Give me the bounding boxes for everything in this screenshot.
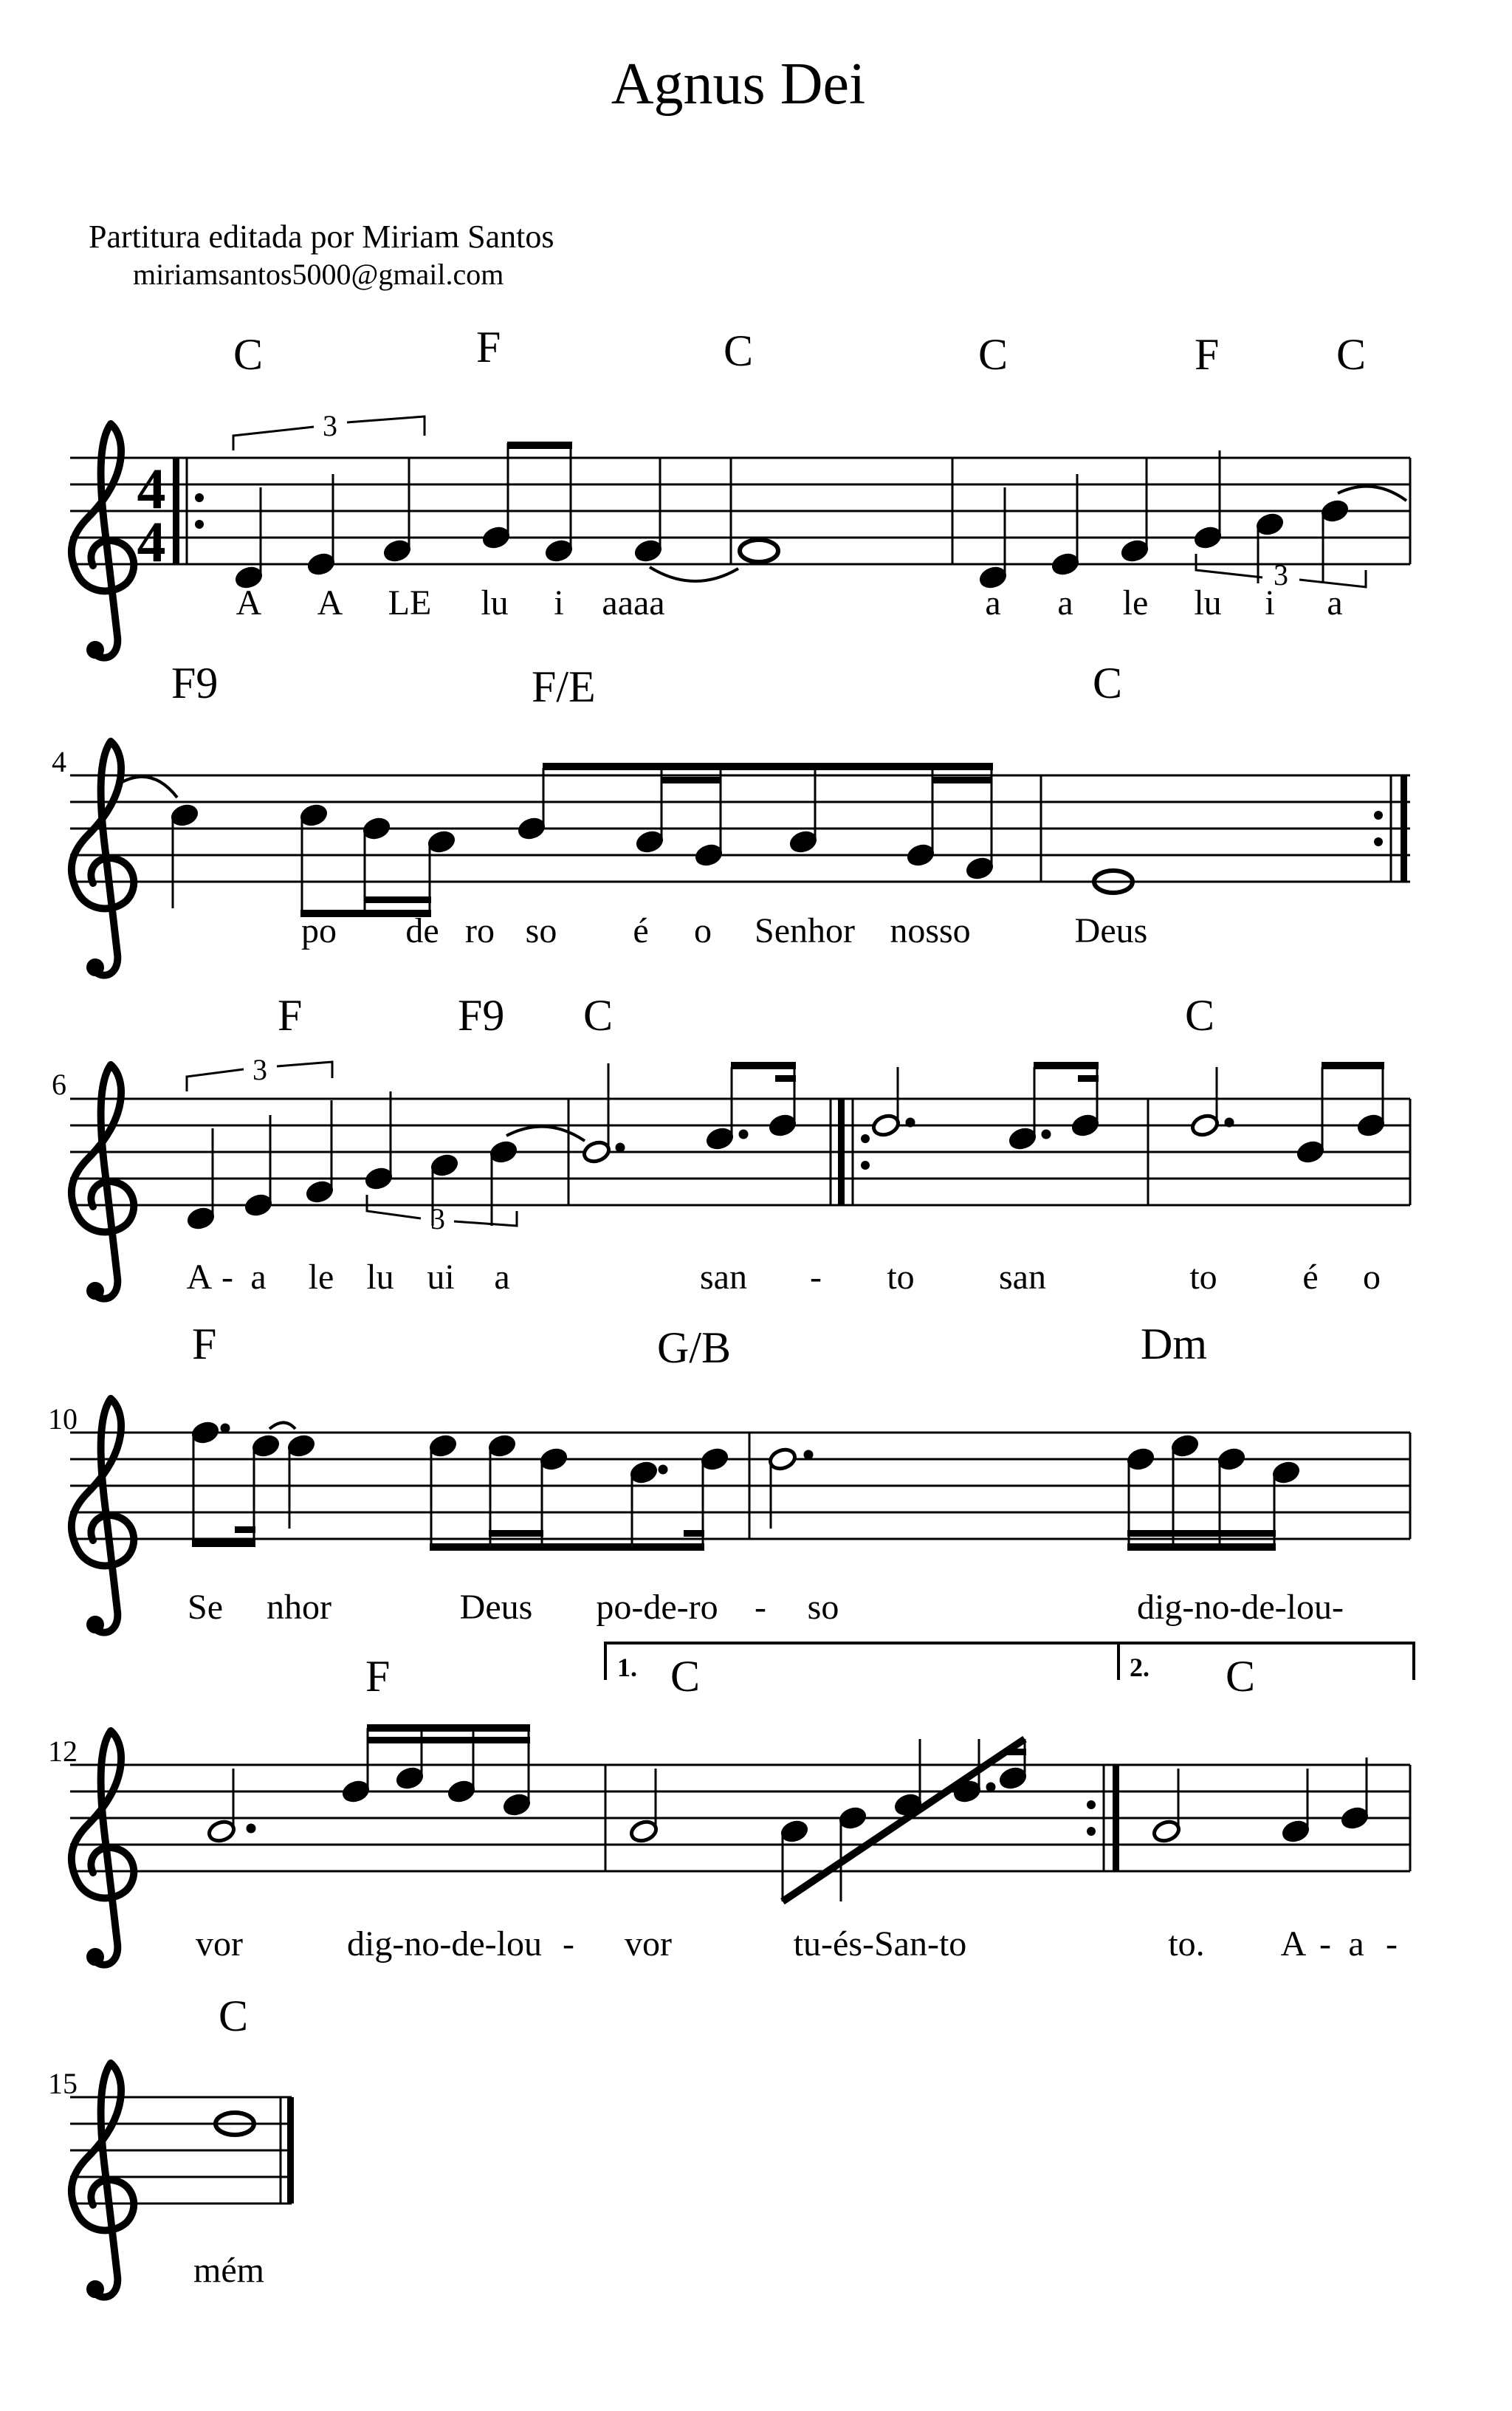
lyric: a [985,583,1001,623]
lyric: Senhor [755,911,855,950]
chord-symbol: C [1185,991,1215,1040]
lyric: po [301,911,337,950]
treble-clef [72,1399,134,1633]
lyric: i [554,583,564,623]
tuplet-number: 3 [323,409,337,442]
lyric: so [525,911,557,950]
chord-symbol: C [1336,330,1367,379]
lyric: Deus [459,1588,533,1627]
volta-number: 1. [617,1653,637,1682]
lyric: a [494,1258,510,1297]
notes [207,1724,1028,1901]
chord-symbol: F [192,1320,217,1368]
score-credit: Partitura editada por Miriam Santos [89,219,554,255]
svg-text:4: 4 [137,456,166,521]
lyric: - [1319,1924,1331,1964]
lyric: Se [188,1588,223,1627]
chord-symbol: C [1093,659,1123,707]
lyric: é [633,911,649,950]
measure-number: 4 [52,745,66,778]
tuplet-number: 3 [1274,558,1288,591]
staff [70,775,1410,882]
measure-number: 12 [48,1735,78,1768]
chord-symbol: F9 [171,659,219,707]
chord-symbol: C [219,1992,249,2040]
lyric: dig-no-de-lou [347,1924,542,1964]
measure-number: 6 [52,1068,66,1101]
chord-symbol: C [978,330,1008,379]
notes [234,442,1410,590]
lyric: a [1057,583,1073,623]
chord-symbol: F/E [532,662,596,711]
chord-symbol: F9 [458,991,505,1040]
chord-symbol: F [365,1652,391,1701]
lyric: to [1189,1258,1217,1297]
lyric: lu [481,583,509,623]
chord-symbol: C [1226,1652,1256,1701]
lyric: i [1265,583,1275,623]
lyric: A [1280,1924,1307,1964]
measure-number: 15 [48,2067,78,2100]
svg-text:4: 4 [137,510,166,574]
lyric: o [694,911,712,950]
lyric: A [236,583,262,623]
score-title: Agnus Dei [611,52,866,117]
lyric: - [563,1924,574,1964]
chord-symbol: F [1195,330,1220,379]
system-5 [48,1643,1414,1966]
lyric: san [700,1258,747,1297]
staff [70,1765,1410,1871]
lyric: A [317,583,343,623]
lyric: vor [196,1924,243,1964]
notes [118,763,1133,917]
treble-clef [72,2063,134,2298]
lyric: dig-no-de-lou- [1137,1588,1344,1627]
lyric: aaaa [602,583,665,623]
chord-symbol: C [233,330,264,379]
treble-clef [72,1065,134,1300]
lyric: LE [388,583,432,623]
lyric: a [250,1258,267,1297]
chord-symbol: G/B [657,1323,732,1372]
lyric: ro [465,911,495,950]
lyric: a [1348,1924,1364,1964]
lyric: Deus [1074,911,1148,950]
lyric: mém [193,2251,264,2290]
lyric: to. [1168,1924,1205,1964]
lyric: tu-és-San-to [793,1924,967,1964]
chord-symbol: F [278,991,303,1040]
score-email: miriamsantos5000@gmail.com [133,258,504,291]
volta-number: 2. [1130,1653,1150,1682]
chord-symbol: C [724,326,754,375]
lyric: lu [1194,583,1222,623]
lyric: nhor [267,1588,331,1627]
chord-symbol: Dm [1141,1320,1207,1368]
chord-symbol: C [583,991,614,1040]
lyric: nosso [890,911,971,950]
system-1 [70,323,1410,659]
treble-clef [72,741,134,976]
notes [871,1062,1410,1205]
system-4 [48,1320,1410,1633]
measure-number: 10 [48,1402,78,1436]
lyric: - [221,1258,233,1297]
tuplet-number: 3 [252,1053,267,1086]
lyric: le [308,1258,334,1297]
lyric: - [810,1258,822,1297]
notes [1152,1757,1410,1871]
lyric: o [1363,1258,1381,1297]
lyric: A [186,1258,213,1297]
lyric: le [1122,583,1149,623]
tuplet-number: 3 [430,1202,445,1235]
lyric: - [1386,1924,1398,1964]
lyric: lu [366,1258,394,1297]
treble-clef [72,1731,134,1966]
lyric: ui [427,1258,455,1297]
lyric: san [999,1258,1046,1297]
lyric: - [755,1588,766,1627]
system-6 [48,1992,294,2298]
lyric: po-de-ro [596,1588,718,1627]
system-2 [52,659,1410,976]
chord-symbol: C [670,1652,701,1701]
lyric: vor [625,1924,672,1964]
lyric: é [1302,1258,1319,1297]
lyric: to [887,1258,915,1297]
treble-clef [72,424,134,659]
chord-symbol: F [476,323,501,371]
volta-bracket-2 [1118,1643,1414,1680]
lyric: de [405,911,439,950]
system-3 [52,991,1410,1300]
lyric: a [1327,583,1343,623]
time-signature [137,456,166,574]
lyric: so [807,1588,839,1627]
